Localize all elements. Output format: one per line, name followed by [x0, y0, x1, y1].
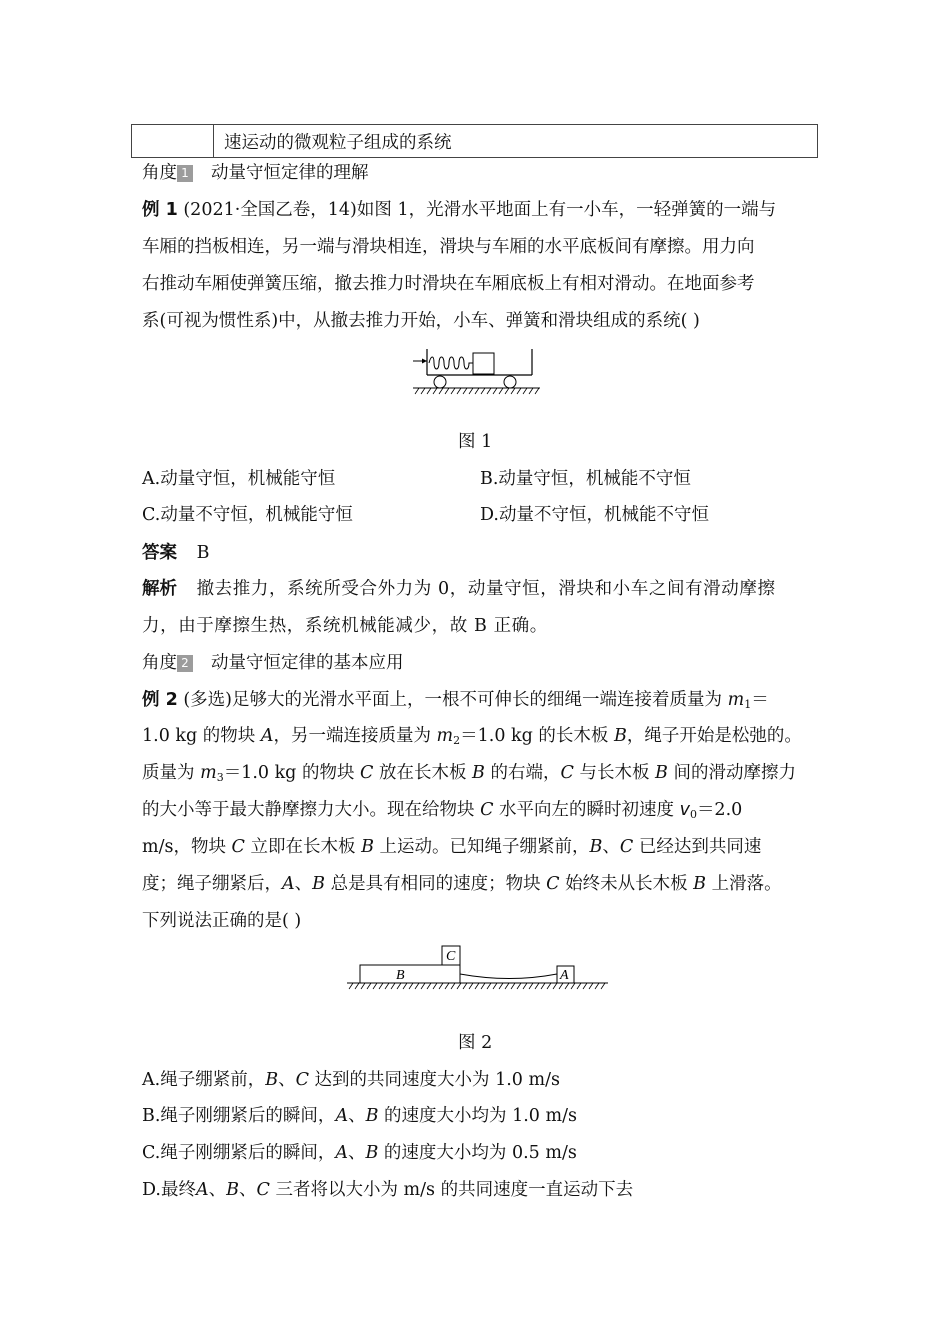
- analysis-label: 解析: [142, 579, 177, 599]
- table-cell-text: 速运动的微观粒子组成的系统: [224, 133, 452, 153]
- answer-label: 答案: [142, 543, 177, 563]
- section-title: 动量守恒定律的理解: [211, 163, 369, 183]
- option-b: B.动量守恒，机械能不守恒: [480, 469, 691, 489]
- option-a: A.动量守恒，机械能守恒: [142, 469, 336, 489]
- option-b: B.绳子刚绷紧后的瞬间，A、B 的速度大小均为 1.0 m/s: [142, 1106, 577, 1126]
- analysis-line-2: 力，由于摩擦生热，系统机械能减少，故 B 正确。: [142, 616, 548, 636]
- example-2-line-7: 下列说法正确的是( ): [142, 911, 302, 931]
- example-2-line-3: 质量为 $m_3=1.0$ kg 的物块 C 放在长木板 B 的右端，C 与长木板 B 间的滑动摩擦力: [142, 763, 796, 784]
- figure-1-caption: 图 1: [458, 432, 493, 452]
- figure-1-cart-spring: [405, 346, 545, 396]
- figure-2-caption: 图 2: [458, 1033, 493, 1053]
- option-c: C.动量不守恒，机械能守恒: [142, 505, 353, 525]
- analysis-line-1: 解析 撤去推力，系统所受合外力为 0，动量守恒，滑块和小车之间有滑动摩擦: [142, 579, 776, 599]
- section-number-badge: 1: [177, 165, 193, 182]
- example-tag: 例 2: [142, 690, 178, 710]
- option-c: C.绳子刚绷紧后的瞬间，A、B 的速度大小均为 0.5 m/s: [142, 1143, 577, 1163]
- label-c: C: [446, 949, 456, 964]
- example-2-line-6: 度；绳子绷紧后，A、B 总是具有相同的速度；物块 C 始终未从长木板 B 上滑落。: [142, 874, 782, 894]
- example-1-line-4: 系(可视为惯性系)中，从撤去推力开始，小车、弹簧和滑块组成的系统( ): [142, 311, 700, 331]
- example-2-line-5: m/s，物块 C 立即在长木板 B 上运动。已知绳子绷紧前，B、C 已经达到共同速: [142, 837, 762, 857]
- label-b: B: [396, 968, 405, 983]
- table-divider: [213, 125, 214, 157]
- example-1-line-3: 右推动车厢使弹簧压缩，撤去推力时滑块在车厢底板上有相对滑动。在地面参考: [142, 274, 755, 294]
- example-1-line-2: 车厢的挡板相连，另一端与滑块相连，滑块与车厢的水平底板间有摩擦。用力向: [142, 237, 755, 257]
- answer-line: [142, 541, 209, 565]
- option-a: A.绳子绷紧前，B、C 达到的共同速度大小为 1.0 m/s: [142, 1070, 560, 1090]
- example-2-line-2: 1.0 kg 的物块 A，另一端连接质量为 $m_2=1.0$ kg 的长木板 B，绳子开始是松弛的。: [142, 726, 802, 747]
- section-heading-2: 角度 2 动量守恒定律的基本应用: [142, 653, 404, 673]
- example-2-line-4: 的大小等于最大静摩擦力大小。现在给物块 C 水平向左的瞬时初速度 $v_0=2.0$: [142, 800, 743, 821]
- option-d: D.最终A、B、C 三者将以大小为 m/s 的共同速度一直运动下去: [142, 1180, 634, 1200]
- example-1-line-1: 例 1 (2021·全国乙卷，14)如图 1，光滑水平地面上有一小车，一轻弹簧的一端与: [142, 200, 777, 220]
- table-row: [131, 124, 818, 158]
- label-a: A: [560, 968, 569, 983]
- option-d: D.动量不守恒，机械能不守恒: [480, 505, 709, 525]
- example-2-line-1: 例 2 (多选)足够大的光滑水平面上，一根不可伸长的细绳一端连接着质量为 $m_1=$: [142, 690, 769, 711]
- figure-2-blocks-rope: [345, 943, 610, 995]
- section-number-badge: 2: [177, 655, 193, 672]
- answer-value: B: [196, 543, 210, 563]
- section-heading-1: 角度 1 动量守恒定律的理解: [142, 163, 369, 183]
- section-title: 动量守恒定律的基本应用: [211, 653, 404, 673]
- example-tag: 例 1: [142, 200, 178, 220]
